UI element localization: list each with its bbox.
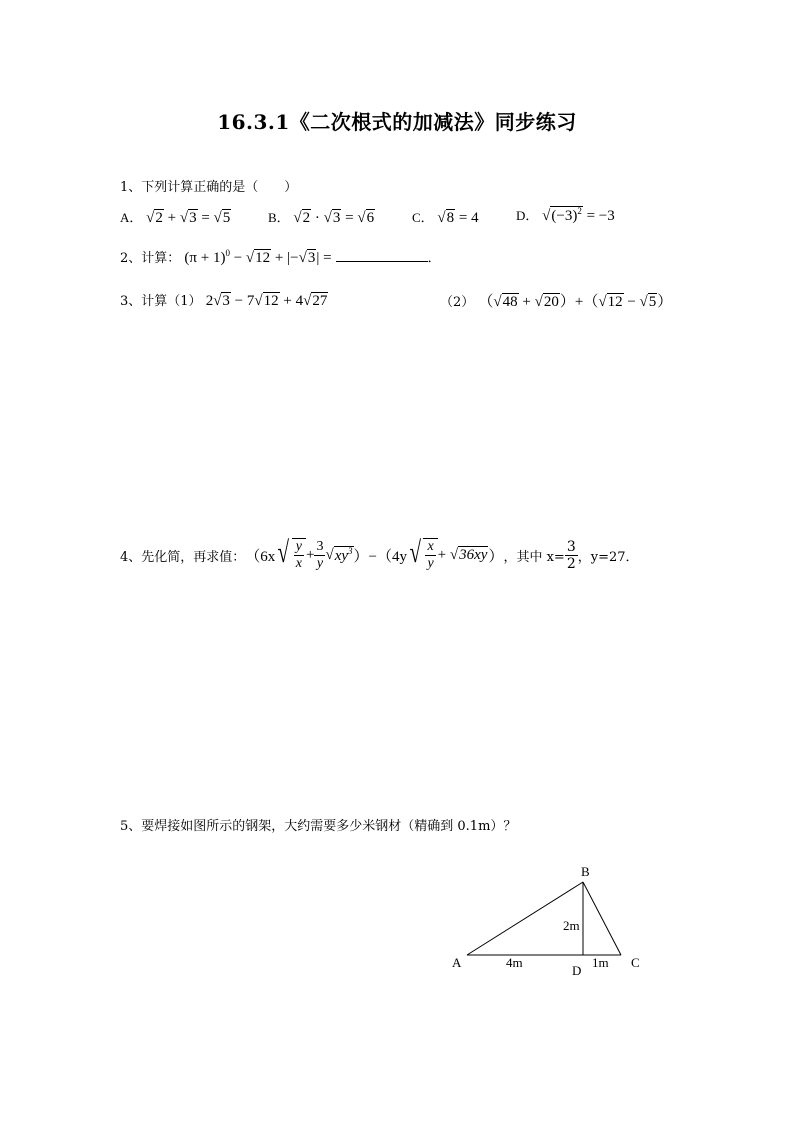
q1-option-c-expr: √8 = 4 (437, 210, 479, 226)
question-2 (120, 247, 441, 267)
q2-prefix: 2、计算： (120, 251, 181, 266)
q1-option-d-label: D． (516, 208, 539, 223)
question-1-stem: 1、下列计算正确的是（ ） (120, 180, 298, 195)
length-dc-label: 1m (592, 955, 609, 970)
segment-bc (583, 882, 621, 955)
question-3-part-2 (440, 290, 672, 311)
q1-option-b-label: B． (268, 210, 290, 225)
q1-option-a-label: A． (120, 210, 143, 225)
point-d-label: D (572, 963, 582, 978)
q4-y-text: ，y=27． (577, 549, 639, 565)
question-3-part-1 (120, 290, 328, 310)
point-a-label: A (452, 955, 462, 970)
q4-prefix: 4、先化简，再求值： (120, 549, 246, 565)
q3-part2-expr: （√48 + √20）+（√12 − √5） (478, 294, 673, 310)
q1-option-a-expr: √2 + √3 = √5 (146, 210, 231, 226)
point-c-label: C (631, 955, 640, 970)
q3-part1-expr: 2√3 − 7√12 + 4√27 (205, 293, 328, 309)
q1-option-c-label: C． (412, 210, 434, 225)
point-b-label: B (581, 864, 590, 879)
q4-radical-y-over-x: √ $\frac{y}{x}$ (275, 538, 306, 572)
q4-radical-x-over-y: √ $\frac{x}{y}$ (407, 538, 438, 572)
length-ad-label: 4m (506, 955, 523, 970)
steel-frame-diagram (450, 860, 650, 985)
q1-option-d (516, 205, 615, 225)
q4-x-value: $\frac{3}{2}$ (566, 538, 576, 572)
length-bd-label: 2m (563, 918, 580, 933)
q4-condition-prefix: ，其中 x= (503, 549, 565, 565)
q4-frac-3-over-y: $\frac{3}{y}$ (316, 538, 324, 571)
question-4 (120, 538, 639, 572)
q2-answer-blank[interactable] (336, 249, 428, 262)
q1-option-c (412, 207, 479, 227)
q4-expr: （6x √ $\frac{y}{x}$ + $\frac{3}{y}$ √ $xy^3$ ）−（4y √ $\frac{x}{y}$ + √ 36xy ） (245, 536, 504, 572)
q1-option-a (120, 207, 231, 227)
q2-expr: $(\pi + 1)^0 - √12 + |-√3|$ = (184, 248, 332, 266)
page-title: 16.3.1《二次根式的加减法》同步练习 (217, 110, 577, 134)
q1-option-b (268, 207, 375, 227)
q3-part2-label: （2） (440, 295, 475, 310)
q3-prefix: 3、计算（1） (120, 294, 202, 309)
q2-suffix: ． (427, 251, 441, 266)
q1-option-b-expr: √2 · √3 = √6 (293, 210, 375, 226)
q1-option-d-expr: $√(-3)^2 = -3$ (542, 206, 615, 224)
question-5-stem: 5、要焊接如图所示的钢架，大约需要多少米钢材（精确到 0.1m）？ (120, 819, 517, 834)
